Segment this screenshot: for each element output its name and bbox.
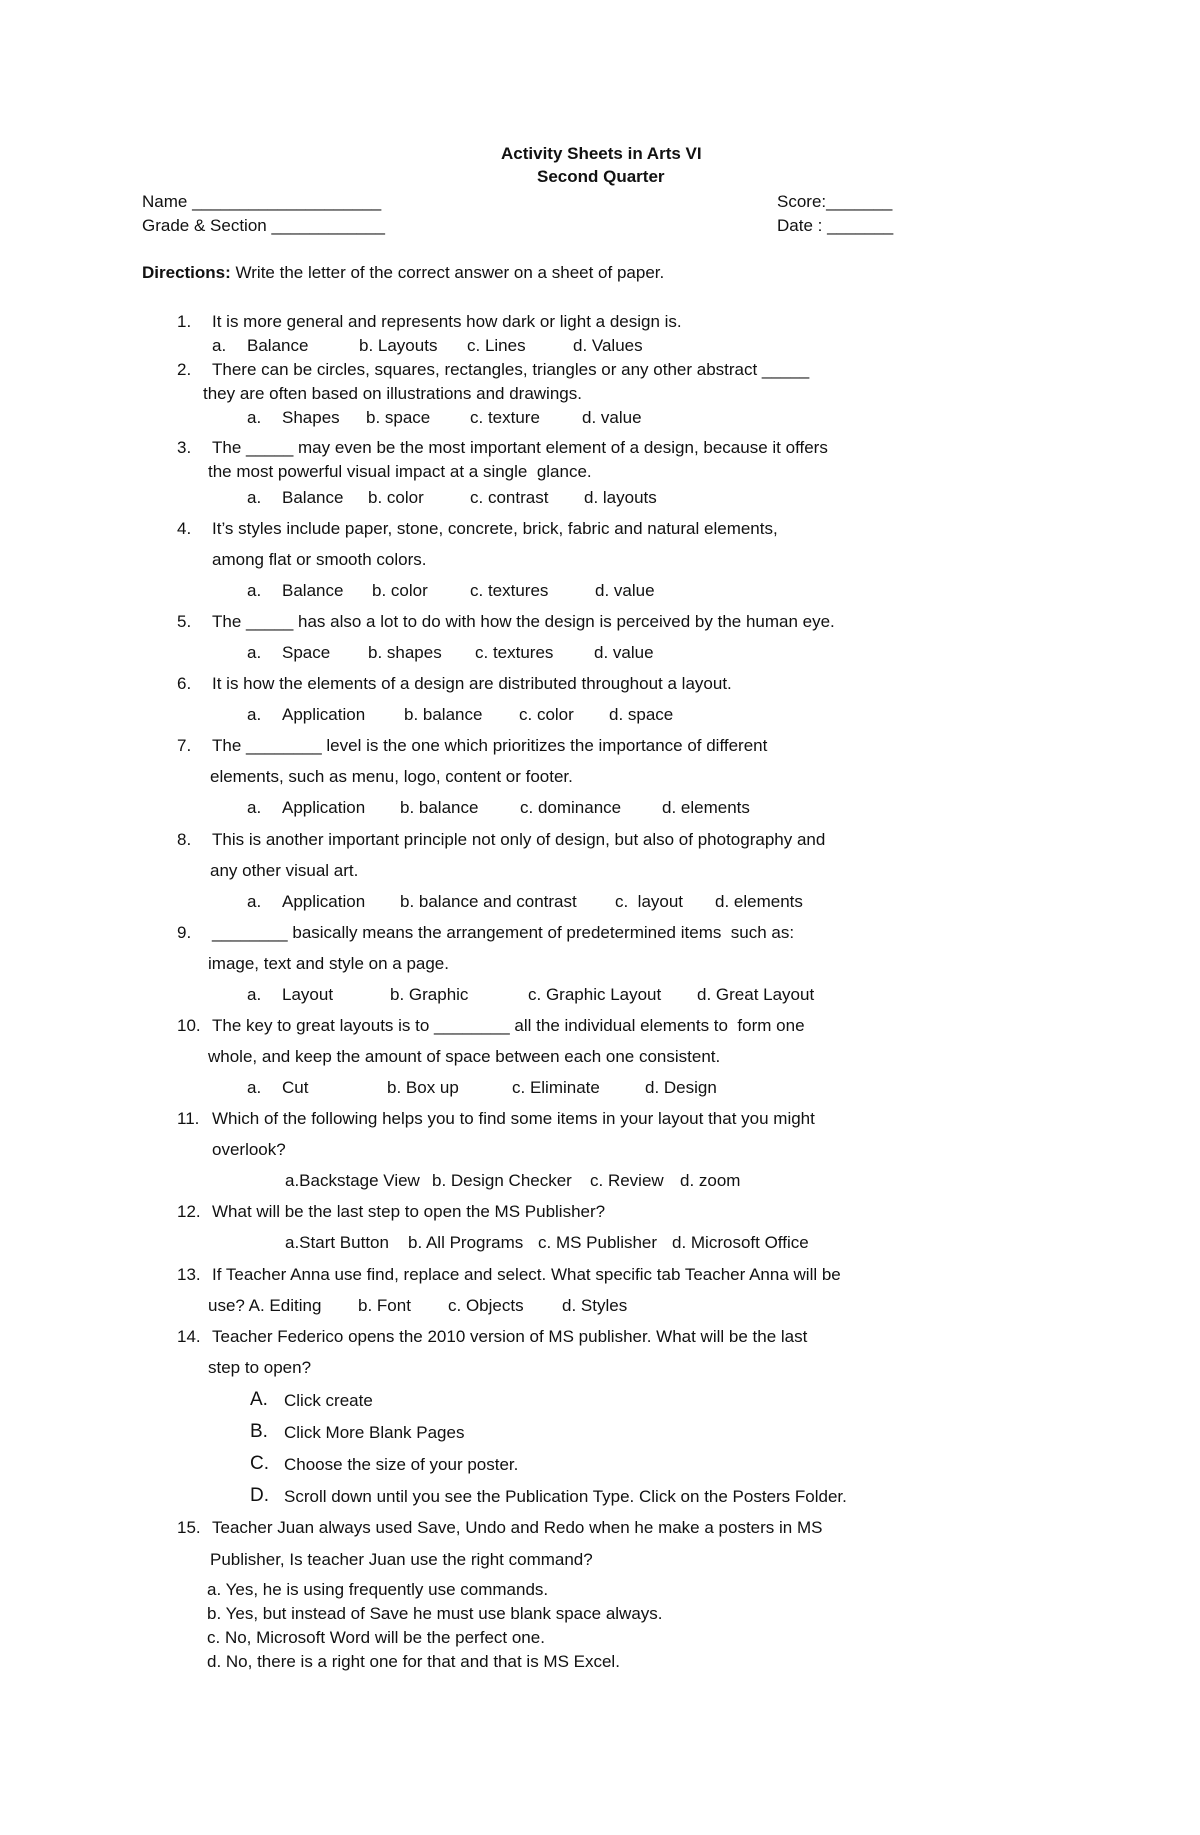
choice-c: c. color <box>519 705 574 724</box>
grade-section-field: Grade & Section ____________ <box>142 216 385 235</box>
question-text: The _____ has also a lot to do with how the design is perceived by the human eye. <box>212 612 835 631</box>
choice-d: d. Styles <box>562 1296 628 1315</box>
question-text: It is how the elements of a design are distributed throughout a layout. <box>212 674 732 693</box>
question-text-line2: use? A. Editing <box>208 1296 322 1315</box>
choice-d: d. Design <box>645 1078 717 1097</box>
question-text-line2: any other visual art. <box>210 861 359 880</box>
question-text: ________ basically means the arrangement of predetermined items such as: <box>212 923 795 942</box>
choice-b: b. Design Checker <box>432 1171 572 1190</box>
choice-c: c. textures <box>475 643 554 662</box>
page-subtitle: Second Quarter <box>537 167 665 186</box>
choice-d: d. Microsoft Office <box>672 1233 809 1252</box>
choice-b: b. space <box>366 408 431 427</box>
question-number: 15. <box>177 1518 201 1537</box>
choice-a: Balance <box>282 488 344 507</box>
question-number: 8. <box>177 830 192 849</box>
choice-b: b. color <box>372 581 428 600</box>
choice-d: d. No, there is a right one for that and that is MS Excel. <box>207 1652 620 1671</box>
question-text-line2: elements, such as menu, logo, content or footer. <box>210 767 573 786</box>
choice-a-letter: a. <box>247 581 262 600</box>
question-text: Which of the following helps you to find some items in your layout that you might <box>212 1109 815 1128</box>
score-field: Score:_______ <box>777 192 893 211</box>
question-number: 7. <box>177 736 192 755</box>
question-number: 13. <box>177 1265 201 1284</box>
question-number: 5. <box>177 612 192 631</box>
question-number: 6. <box>177 674 192 693</box>
choice-c: c. Lines <box>467 336 526 355</box>
choice-a-letter: a. <box>247 488 262 507</box>
question-text: The key to great layouts is to ________ all the individual elements to form one <box>212 1016 805 1035</box>
choice-a: Layout <box>282 985 334 1004</box>
choice-a: Balance <box>247 336 309 355</box>
choice-d: d. value <box>594 643 654 662</box>
choice-d: d. value <box>582 408 642 427</box>
question-number: 2. <box>177 360 192 379</box>
question-number: 3. <box>177 438 192 457</box>
question-number: 11. <box>177 1109 200 1128</box>
question-number: 1. <box>177 312 192 331</box>
question-text-line2: overlook? <box>212 1140 286 1159</box>
directions-label: Directions: <box>142 263 231 282</box>
question-text-line2: among flat or smooth colors. <box>212 550 427 569</box>
choice-d: d. Great Layout <box>697 985 815 1004</box>
choice-c: c. layout <box>615 892 684 911</box>
choice-b: b. shapes <box>368 643 442 662</box>
choice-a-letter: a. <box>247 1078 262 1097</box>
question-text: There can be circles, squares, rectangles, triangles or any other abstract _____ <box>212 360 810 379</box>
choice-c: c. texture <box>470 408 540 427</box>
question-text: The _____ may even be the most important element of a design, because it offers <box>212 438 828 457</box>
question-text: Teacher Federico opens the 2010 version of MS publisher. What will be the last <box>212 1327 808 1346</box>
choice-d: d. layouts <box>584 488 657 507</box>
option-text: Choose the size of your poster. <box>284 1455 519 1474</box>
choice-a-letter: a. <box>247 643 262 662</box>
choice-d: d. space <box>609 705 674 724</box>
option-text: Click More Blank Pages <box>284 1423 465 1442</box>
option-letter: C. <box>250 1453 269 1474</box>
question-number: 10. <box>177 1016 201 1035</box>
option-letter: A. <box>250 1389 268 1410</box>
choice-b: b. Yes, but instead of Save he must use blank space always. <box>207 1604 663 1623</box>
question-text-line2: step to open? <box>208 1358 312 1377</box>
question-number: 9. <box>177 923 192 942</box>
choice-a-letter: a. <box>212 336 227 355</box>
choice-d: d. elements <box>715 892 803 911</box>
name-field: Name ____________________ <box>142 192 382 211</box>
choice-d: d. value <box>595 581 655 600</box>
choice-c: c. contrast <box>470 488 549 507</box>
question-text-line2: whole, and keep the amount of space between each one consistent. <box>208 1047 721 1066</box>
choice-a: Balance <box>282 581 344 600</box>
choice-a: a.Backstage View <box>285 1171 420 1190</box>
question-text: It’s styles include paper, stone, concrete, brick, fabric and natural elements, <box>212 519 778 538</box>
question-text: What will be the last step to open the MS Publisher? <box>212 1202 606 1221</box>
choice-c: c. MS Publisher <box>538 1233 658 1252</box>
choice-b: b. Box up <box>387 1078 459 1097</box>
question-text: If Teacher Anna use find, replace and select. What specific tab Teacher Anna will be <box>212 1265 841 1284</box>
choice-b: b. balance <box>400 798 479 817</box>
choice-b: b. balance <box>404 705 483 724</box>
directions-text: Write the letter of the correct answer on a sheet of paper. <box>230 263 665 282</box>
question-text: It is more general and represents how dark or light a design is. <box>212 312 682 331</box>
choice-a: Application <box>282 892 366 911</box>
question-number: 4. <box>177 519 192 538</box>
choice-c: c. Objects <box>448 1296 524 1315</box>
choice-a-letter: a. <box>247 705 262 724</box>
choice-c: c. Graphic Layout <box>528 985 662 1004</box>
choice-a-letter: a. <box>247 798 262 817</box>
choice-b: b. Layouts <box>359 336 438 355</box>
choice-a: Shapes <box>282 408 340 427</box>
page-title: Activity Sheets in Arts VI <box>501 144 702 163</box>
choice-a: Application <box>282 798 366 817</box>
question-number: 12. <box>177 1202 201 1221</box>
choice-d: d. zoom <box>680 1171 741 1190</box>
choice-d: d. Values <box>573 336 643 355</box>
choice-a-letter: a. <box>247 985 262 1004</box>
choice-a: a. Yes, he is using frequently use commands. <box>207 1580 549 1599</box>
choice-d: d. elements <box>662 798 750 817</box>
choice-a-letter: a. <box>247 892 262 911</box>
choice-c: c. Review <box>590 1171 664 1190</box>
choice-a: Space <box>282 643 331 662</box>
option-letter: D. <box>250 1485 269 1506</box>
question-text-line2: Publisher, Is teacher Juan use the right command? <box>210 1550 593 1569</box>
choice-a: a.Start Button <box>285 1233 389 1252</box>
choice-c: c. Eliminate <box>512 1078 600 1097</box>
option-letter: B. <box>250 1421 268 1442</box>
question-text: The ________ level is the one which prioritizes the importance of different <box>212 736 768 755</box>
question-text-line2: the most powerful visual impact at a single glance. <box>208 462 592 481</box>
choice-b: b. color <box>368 488 424 507</box>
choice-c: c. dominance <box>520 798 622 817</box>
directions <box>142 262 664 284</box>
choice-b: b. Graphic <box>390 985 469 1004</box>
question-text-line2: image, text and style on a page. <box>208 954 449 973</box>
date-field: Date : _______ <box>777 216 894 235</box>
choice-a: Application <box>282 705 366 724</box>
question-number: 14. <box>177 1327 201 1346</box>
question-text: This is another important principle not only of design, but also of photography and <box>212 830 826 849</box>
choice-a-letter: a. <box>247 408 262 427</box>
choice-b: b. Font <box>358 1296 411 1315</box>
choice-b: b. All Programs <box>408 1233 524 1252</box>
choice-c: c. No, Microsoft Word will be the perfect one. <box>207 1628 545 1647</box>
choice-c: c. textures <box>470 581 549 600</box>
question-text-line2: they are often based on illustrations and drawings. <box>203 384 582 403</box>
choice-a: Cut <box>282 1078 309 1097</box>
choice-b: b. balance and contrast <box>400 892 577 911</box>
question-text: Teacher Juan always used Save, Undo and Redo when he make a posters in MS <box>212 1518 823 1537</box>
option-text: Scroll down until you see the Publication Type. Click on the Posters Folder. <box>284 1487 847 1506</box>
option-text: Click create <box>284 1391 373 1410</box>
